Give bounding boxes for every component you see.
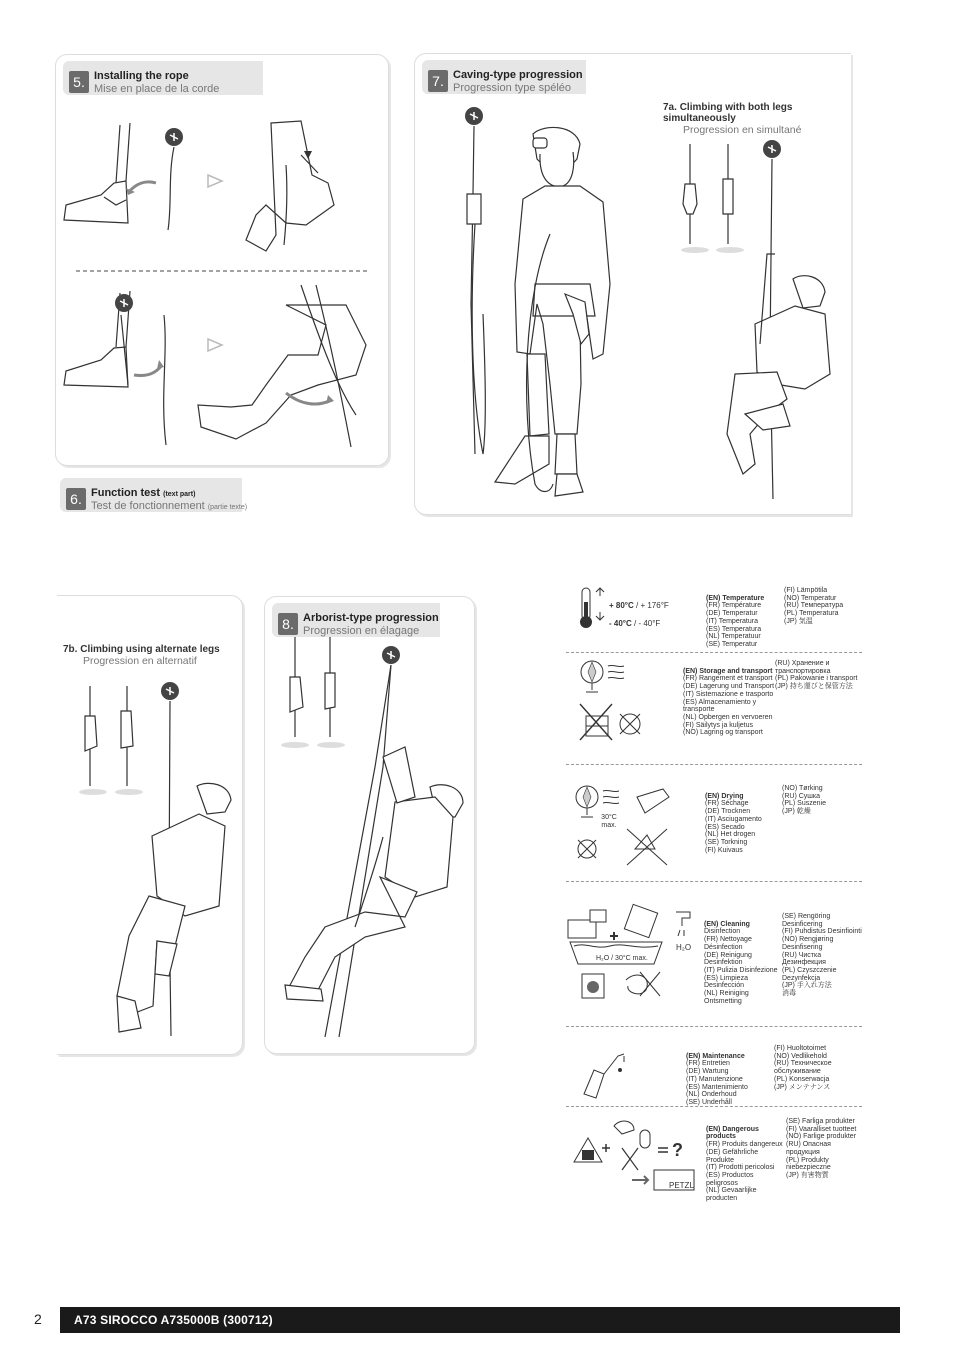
drying-text-col2: (NO) Tørking (RU) Сушка (PL) Suszenie (JP) 乾燥 bbox=[782, 785, 826, 816]
cleaning-text-col1: (EN) Cleaning Disinfection (FR) Nettoyage Désinfection (DE) Reinigung Desinfektion (IT) Pulizia Disinfezione (ES) Limpieza Desinfección (NL) Reiniging Ontsmetting bbox=[704, 920, 778, 1005]
separator-5 bbox=[566, 1106, 862, 1107]
temperature-text-col2: (FI) Lämpötila (NO) Temperatur (RU) Температура (PL) Temperatura (JP) 気温 bbox=[784, 587, 844, 625]
alternate-legs-illustration bbox=[57, 596, 243, 1055]
dangerous-text-col1: (EN) Dangerous products (FR) Produits dangereux (DE) Gefährliche Produkte (IT) Prodotti pericolosi (ES) Productos peligrosos (NL) Gevaarlijke producten bbox=[706, 1125, 783, 1203]
section-8-title: Arborist-type progression bbox=[303, 612, 439, 624]
temp-max: + 80°C / + 176°F bbox=[609, 600, 669, 610]
dangerous-text-col2: (SE) Farliga produkter (FI) Vaaralliset tuotteet (NO) Farlige produkter (RU) Опасная продукция (PL) Produkty niebezpieczne (JP) 有害物質 bbox=[786, 1118, 857, 1179]
petzl-box-label: PETZL bbox=[669, 1181, 694, 1190]
thermometer-icon bbox=[576, 586, 606, 631]
drying-text-col1: (EN) Drying (FR) Séchage (DE) Trocknen (IT) Asciugamento (ES) Secado (NL) Het drogen (SE) Torkning (FI) Kuivaus bbox=[705, 792, 762, 854]
maintenance-text-col2: (FI) Huoltotoimet (NO) Vedlikehold (RU) Техническое обслуживание (PL) Konserwacja (JP) メンテナンス bbox=[774, 1045, 832, 1091]
footer-bar bbox=[60, 1307, 900, 1333]
separator-3 bbox=[566, 881, 862, 882]
cleaning-tub-label: H₂O / 30°C max. bbox=[596, 955, 648, 962]
section-7b-caption: 7b. Climbing using alternate legs Progression en alternatif bbox=[63, 644, 220, 667]
temperature-text-col1: (EN) Temperature (FR) Température (DE) Temperatur (IT) Temperatura (ES) Temperatura (NL) Temperatuur (SE) Temperatur bbox=[706, 594, 765, 648]
storage-icon bbox=[576, 656, 658, 742]
section-5-number: 5. bbox=[69, 71, 89, 93]
section-6-subtitle: Test de fonctionnement (partie texte) bbox=[91, 500, 248, 512]
panel-caving-progression bbox=[414, 53, 851, 515]
section-5-subtitle: Mise en place de la corde bbox=[94, 83, 220, 95]
installing-rope-illustration bbox=[56, 55, 389, 466]
cleaning-tap-label: H₂O bbox=[676, 943, 692, 952]
panel-arborist-progression bbox=[264, 596, 475, 1054]
section-8-subtitle: Progression en élagage bbox=[303, 625, 420, 637]
panel-installing-rope bbox=[55, 54, 389, 466]
arborist-progression-illustration bbox=[265, 597, 475, 1054]
drying-icon bbox=[573, 783, 683, 867]
maintenance-text-col1: (EN) Maintenance (FR) Entretien (DE) Wartung (IT) Manutenzione (ES) Mantenimiento (NL) Onderhoud (SE) Underhåll bbox=[686, 1052, 748, 1106]
panel-alternate-legs bbox=[57, 595, 243, 1055]
section-7-subtitle: Progression type spéléo bbox=[453, 82, 572, 94]
svg-text:?: ? bbox=[672, 1140, 683, 1160]
cleaning-text-col2: (SE) Rengöring Desinficering (FI) Puhdistus Desinfiointi (NO) Rengjøring Desinfisering (RU) Чистка Дезинфекция (PL) Czyszczenie Dezynfekcja (JP) 手入れ方法 消毒 bbox=[782, 913, 862, 998]
footer-text: A73 SIROCCO A735000B (300712) bbox=[74, 1313, 273, 1327]
drying-temp-label: 30°C max. bbox=[601, 814, 617, 829]
separator-1 bbox=[566, 652, 862, 653]
storage-text-col1: (EN) Storage and transport (FR) Rangement et transport (DE) Lagerung und Transport (IT) Sistemazione e trasporto (ES) Almacenamiento y transporte (NL) Opbergen en vervoeren (FI) Säilytys ja kuljetus (NO) Lagring og transport bbox=[683, 667, 775, 737]
storage-text-col2: (RU) Хранение и транспортировка (PL) Pakowanie i transport (JP) 持ち運びと保管方法 bbox=[775, 660, 858, 691]
section-7-number: 7. bbox=[428, 70, 448, 92]
section-7a-caption: 7a. Climbing with both legs simultaneously Progression en simultané bbox=[663, 102, 802, 136]
section-6-title: Function test (text part) bbox=[91, 487, 196, 499]
section-6-number: 6. bbox=[66, 488, 86, 510]
page-number: 2 bbox=[34, 1311, 42, 1327]
oil-can-icon bbox=[580, 1050, 630, 1102]
temp-min: - 40°C / - 40°F bbox=[609, 618, 661, 628]
separator-4 bbox=[566, 1026, 862, 1027]
section-5-title: Installing the rope bbox=[94, 70, 189, 82]
separator-2 bbox=[566, 764, 862, 765]
caving-progression-illustration bbox=[415, 54, 851, 515]
section-7-title: Caving-type progression bbox=[453, 69, 583, 81]
section-8-number: 8. bbox=[278, 613, 298, 635]
section-6-header bbox=[60, 478, 248, 512]
